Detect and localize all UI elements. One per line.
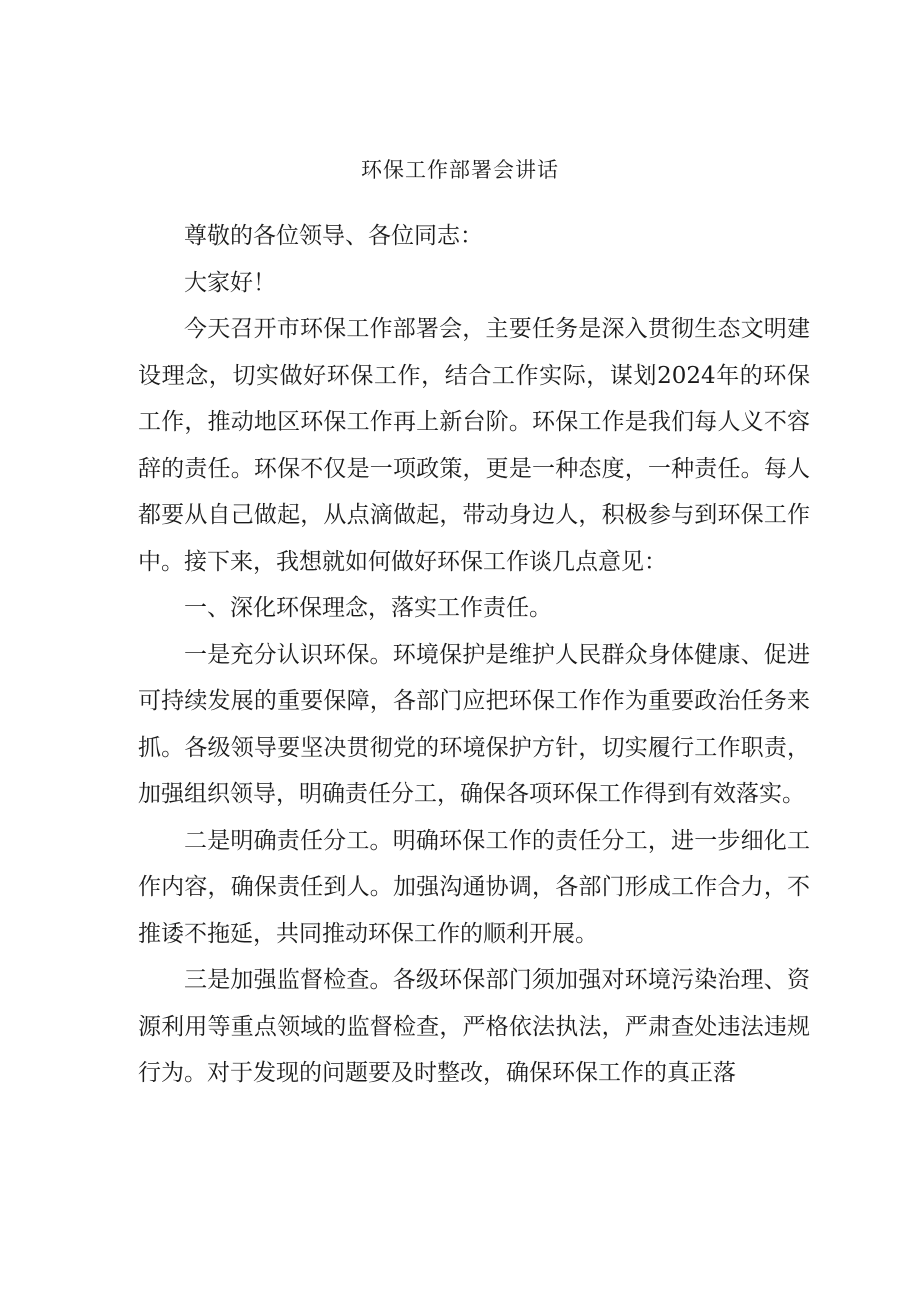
document-body	[138, 213, 810, 1097]
paragraph-point-2: 二是明确责任分工。明确环保工作的责任分工，进一步细化工作内容，确保责任到人。加强沟通协调，各部门形成工作合力，不推诿不拖延，共同推动环保工作的顺利开展。	[138, 827, 810, 947]
paragraph-point-3: 三是加强监督检查。各级环保部门须加强对环境污染治理、资源利用等重点领域的监督检查，严格依法执法，严肃查处违法违规行为。对于发现的问题要及时整改，确保环保工作的真正落	[138, 967, 810, 1086]
paragraph-intro: 今天召开市环保工作部署会，主要任务是深入贯彻生态文明建设理念，切实做好环保工作，结合工作实际，谋划2024年的环保工作，推动地区环保工作再上新台阶。环保工作是我们每人义不容辞的责任。环保不仅是一项政策，更是一种态度，一种责任。每人都要从自己做起，从点滴做起，带动身边人，积极参与到环保工作中。接下来，我想就如何做好环保工作谈几点意见：	[138, 316, 810, 575]
salutation: 尊敬的各位领导、各位同志：	[184, 223, 483, 249]
paragraph-point-1: 一是充分认识环保。环境保护是维护人民群众身体健康、促进可持续发展的重要保障，各部门应把环保工作作为重要政治任务来抓。各级领导要坚决贯彻党的环境保护方针，切实履行工作职责，加强组织领导，明确责任分工，确保各项环保工作得到有效落实。	[138, 641, 810, 807]
greeting: 大家好！	[184, 269, 276, 296]
document-title: 环保工作部署会讲话	[361, 158, 559, 182]
section-heading-1: 一、深化环保理念，落实工作责任。	[184, 595, 552, 621]
